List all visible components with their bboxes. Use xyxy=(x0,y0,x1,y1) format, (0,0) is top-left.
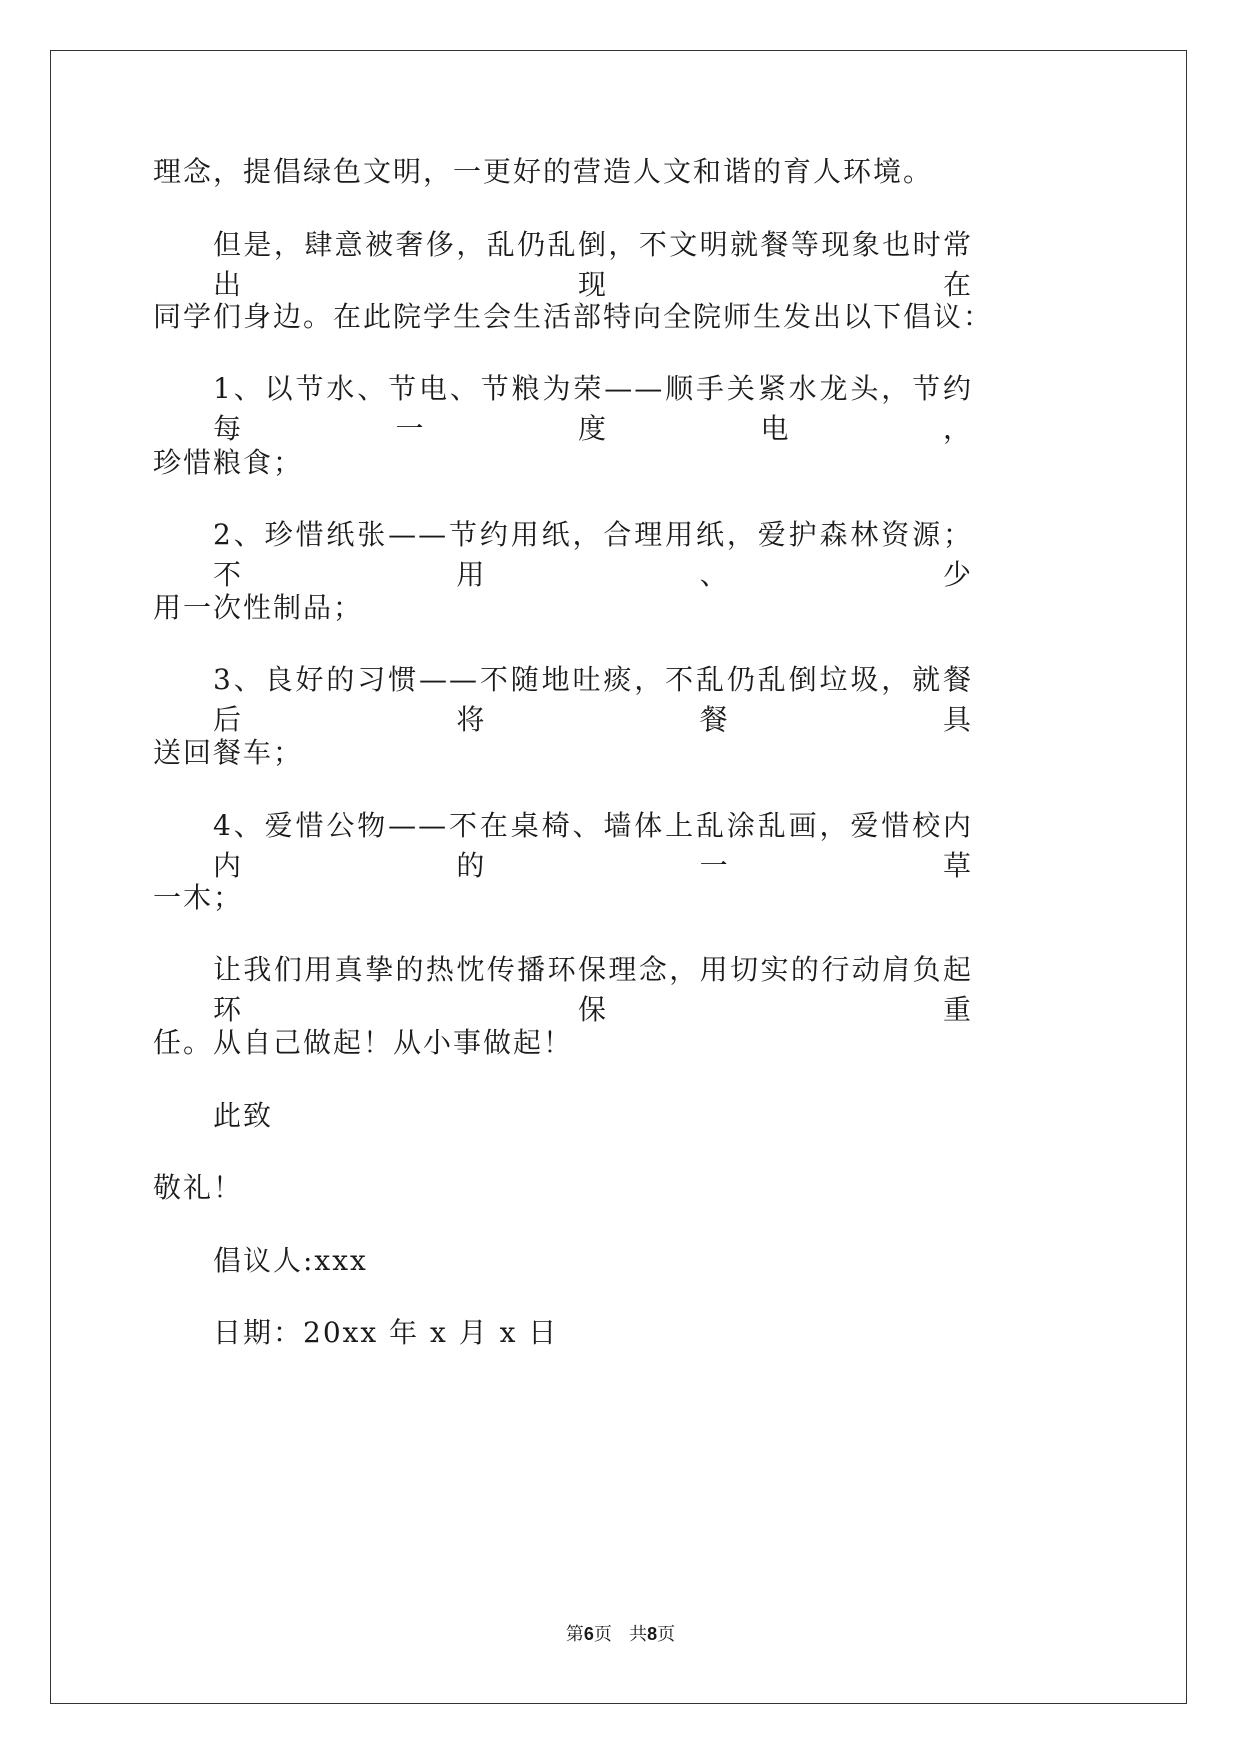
list-item-2-line-1: 2、珍惜纸张——节约用纸，合理用纸，爱护森林资源；不用、少 xyxy=(213,518,973,591)
list-item-1-line-2: 珍惜粮食； xyxy=(153,446,304,479)
closing-paragraph-line-1: 让我们用真挚的热忱传播环保理念，用切实的行动肩负起环保重 xyxy=(213,953,973,1026)
body-line-3: 同学们身边。在此院学生会生活部特向全院师生发出以下倡议： xyxy=(153,300,994,333)
list-item-2-line-2: 用一次性制品； xyxy=(153,591,364,624)
closing-paragraph-line-2: 任。从自己做起！从小事做起！ xyxy=(153,1026,574,1059)
proposer-signature: 倡议人:xxx xyxy=(213,1244,368,1277)
list-item-1-line-1: 1、以节水、节电、节粮为荣——顺手关紧水龙头，节约每一度电， xyxy=(213,372,973,445)
list-item-3-line-1: 3、良好的习惯——不随地吐痰，不乱仍乱倒垃圾，就餐后将餐具 xyxy=(213,663,973,736)
footer-page-label: 页 xyxy=(593,1624,612,1645)
list-item-4-line-2: 一木； xyxy=(153,881,244,914)
salutation-jing-li: 敬礼！ xyxy=(153,1171,244,1204)
body-line-2: 但是，肆意被奢侈，乱仍乱倒，不文明就餐等现象也时常出现在 xyxy=(213,228,973,301)
page-footer xyxy=(0,1622,1241,1647)
footer-prefix: 第 xyxy=(565,1624,584,1645)
footer-total-label: 页 xyxy=(657,1624,676,1645)
list-item-4-line-1: 4、爱惜公物——不在桌椅、墙体上乱涂乱画，爱惜校内内的一草 xyxy=(213,809,973,882)
current-page-number: 6 xyxy=(583,1624,594,1644)
body-line-1: 理念，提倡绿色文明，一更好的营造人文和谐的育人环境。 xyxy=(153,155,934,188)
footer-total-prefix: 共 xyxy=(629,1624,648,1645)
document-date: 日期：20xx 年 x 月 x 日 xyxy=(213,1316,559,1349)
list-item-3-line-2: 送回餐车； xyxy=(153,736,304,769)
salutation-ci-zhi: 此致 xyxy=(213,1099,274,1132)
total-pages-number: 8 xyxy=(647,1624,658,1644)
